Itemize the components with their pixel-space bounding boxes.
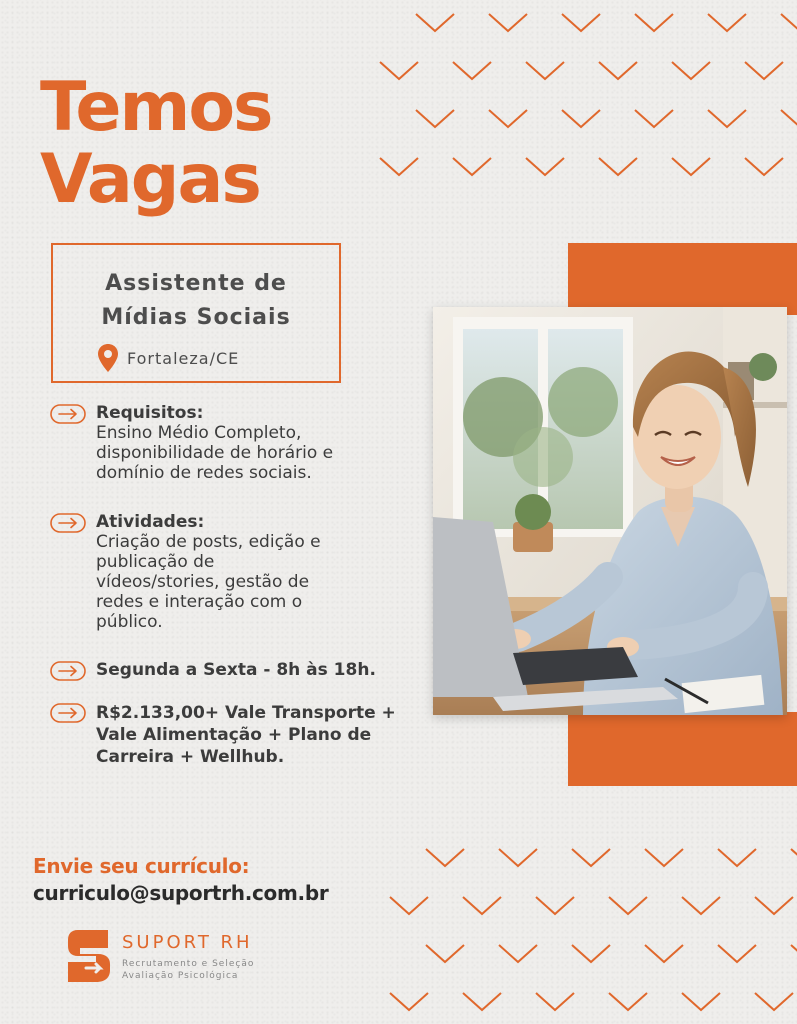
requirements-heading: Requisitos: (96, 403, 204, 423)
arrow-right-icon (50, 404, 86, 424)
requirements-section (50, 403, 333, 483)
activities-body (96, 512, 321, 632)
chevron-shape (536, 897, 574, 914)
activities-line: Criação de posts, edição e (96, 532, 321, 552)
chevron-shape (599, 158, 637, 175)
suport-s-logo-icon (66, 926, 112, 986)
chevron-shape (572, 849, 610, 866)
job-location (97, 343, 239, 373)
accent-block-top (568, 243, 797, 315)
chevron-shape (453, 62, 491, 79)
schedule-section (50, 660, 376, 681)
chevron-shape (708, 14, 746, 31)
benefits-section (50, 702, 396, 768)
chevron-shape (718, 849, 756, 866)
brand-tagline (122, 958, 254, 982)
benefits-line: Carreira + Wellhub. (96, 747, 285, 767)
chevron-shape (416, 14, 454, 31)
chevron-shape (781, 110, 797, 127)
chevron-shape (499, 849, 537, 866)
chevron-pattern-bottom (380, 835, 797, 1024)
activities-line: publicação de (96, 552, 215, 572)
chevron-shape (791, 945, 797, 962)
chevron-shape (672, 158, 710, 175)
chevron-shape (781, 14, 797, 31)
benefits-line: R$2.133,00+ Vale Transporte + (96, 703, 396, 723)
chevron-shape (609, 993, 647, 1010)
activities-line: redes e interação com o (96, 592, 303, 612)
requirements-body (96, 403, 333, 483)
location-text: Fortaleza/CE (127, 348, 240, 368)
requirements-line: Ensino Médio Completo, (96, 423, 302, 443)
job-title-line-1: Assistente de (105, 271, 287, 296)
brand-tagline-line-2: Avaliação Psicológica (122, 971, 239, 981)
chevron-shape (416, 110, 454, 127)
chevron-shape (745, 158, 783, 175)
chevron-shape (791, 849, 797, 866)
benefits-body (96, 702, 396, 768)
job-title (53, 267, 339, 335)
job-title-line-2: Mídias Sociais (101, 305, 291, 330)
chevron-shape (745, 62, 783, 79)
photo-illustration (433, 307, 787, 715)
chevron-shape (599, 62, 637, 79)
photo-woman-laptop (433, 307, 787, 715)
brand-tagline-line-1: Recrutamento e Seleção (122, 959, 255, 969)
chevron-pattern-top (370, 0, 797, 200)
chevron-shape (426, 945, 464, 962)
contact-block (33, 854, 328, 905)
page-title (40, 68, 272, 219)
benefits-line: Vale Alimentação + Plano de (96, 725, 372, 745)
chevron-shape (635, 14, 673, 31)
chevron-shape (755, 993, 793, 1010)
arrow-right-icon (50, 703, 86, 723)
requirements-line: disponibilidade de horário e (96, 443, 334, 463)
arrow-right-icon (50, 661, 86, 681)
chevron-shape (390, 993, 428, 1010)
job-title-box (51, 243, 341, 383)
chevron-shape (463, 993, 501, 1010)
chevron-shape (390, 897, 428, 914)
chevron-shape (718, 945, 756, 962)
chevron-shape (635, 110, 673, 127)
title-line-1: Temos (40, 68, 272, 147)
chevron-shape (526, 158, 564, 175)
chevron-shape (380, 158, 418, 175)
activities-line: público. (96, 612, 163, 632)
chevron-shape (682, 897, 720, 914)
chevron-shape (645, 945, 683, 962)
chevron-shape (489, 14, 527, 31)
brand-name: SUPORT RH (122, 932, 253, 953)
chevron-shape (645, 849, 683, 866)
chevron-shape (682, 993, 720, 1010)
chevron-shape (453, 158, 491, 175)
chevron-shape (380, 62, 418, 79)
chevron-shape (426, 849, 464, 866)
chevron-shape (609, 897, 647, 914)
accent-block-bottom (568, 712, 797, 786)
brand-logo (66, 924, 306, 990)
contact-email-link[interactable]: curriculo@suportrh.com.br (33, 881, 329, 905)
arrow-right-icon (50, 513, 86, 533)
activities-line: vídeos/stories, gestão de (96, 572, 310, 592)
contact-label: Envie seu currículo: (33, 854, 250, 878)
chevron-shape (708, 110, 746, 127)
chevron-shape (463, 897, 501, 914)
chevron-shape (562, 14, 600, 31)
chevron-shape (562, 110, 600, 127)
chevron-shape (672, 62, 710, 79)
requirements-line: domínio de redes sociais. (96, 463, 312, 483)
location-pin-icon (97, 343, 119, 373)
chevron-shape (755, 897, 793, 914)
activities-heading: Atividades: (96, 512, 205, 532)
chevron-shape (499, 945, 537, 962)
chevron-shape (572, 945, 610, 962)
chevron-shape (536, 993, 574, 1010)
chevron-shape (526, 62, 564, 79)
schedule-text: Segunda a Sexta - 8h às 18h. (96, 660, 376, 680)
chevron-shape (489, 110, 527, 127)
title-line-2: Vagas (40, 140, 260, 219)
activities-section (50, 512, 321, 632)
